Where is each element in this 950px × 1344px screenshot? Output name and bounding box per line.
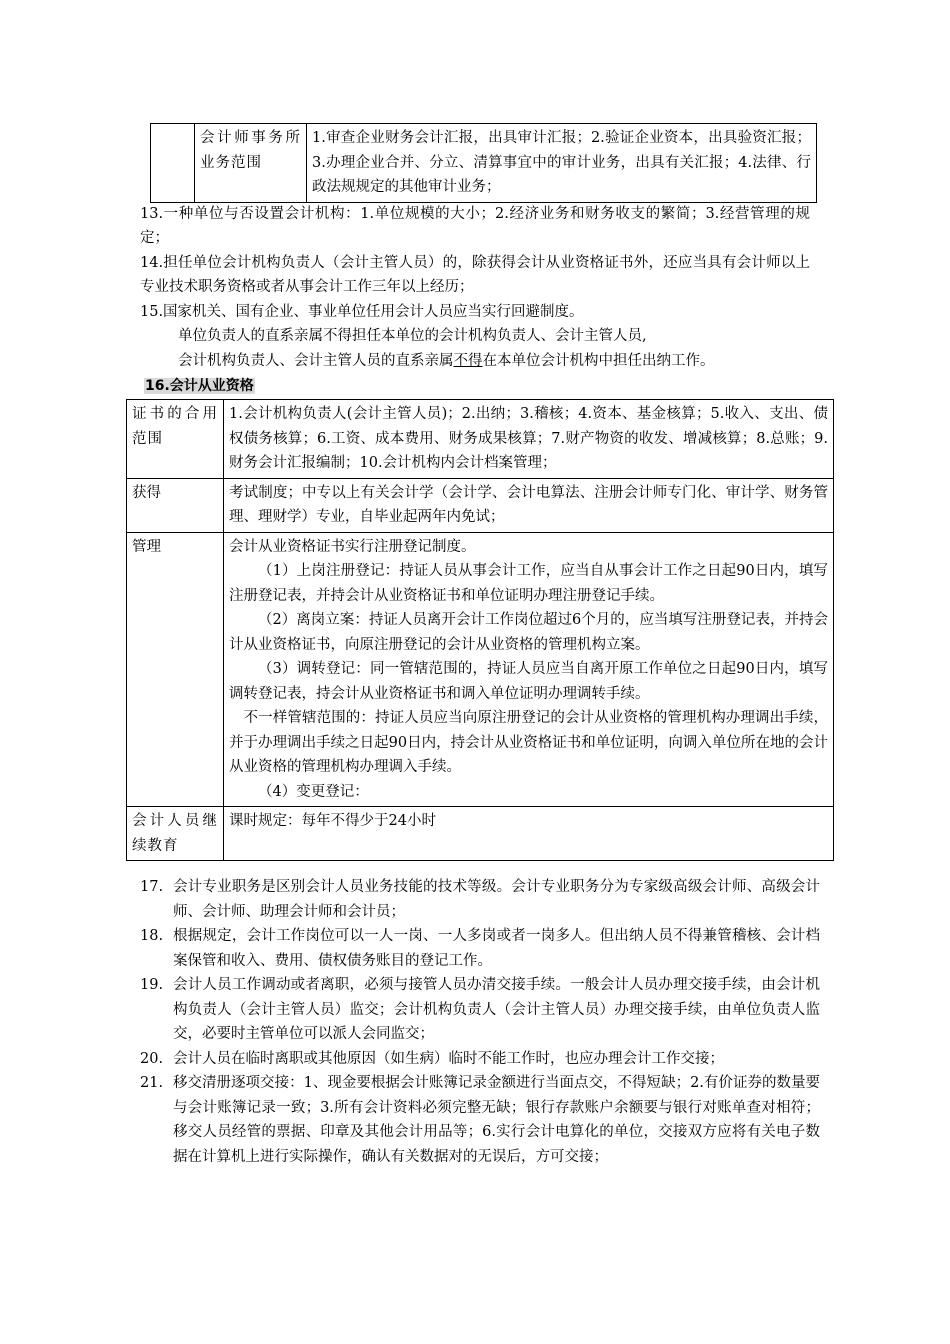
management-line: （3）调转登记：同一管辖范围的，持证人员应当自离开原工作单位之日起90日内，填写调转登记表，持会计从业资格证书和调入单位证明办理调转手续。 <box>229 661 828 702</box>
table-label-cell: 获得 <box>127 478 224 532</box>
table-row <box>127 478 834 532</box>
table-label-cell: 管理 <box>127 532 224 807</box>
paragraph-15-b-pre: 会计机构负责人、会计主管人员的直系亲属 <box>178 353 454 369</box>
paragraph-15-a: 单位负责人的直系亲属不得担任本单位的会计机构负责人、会计主管人员, <box>178 328 647 344</box>
heading-16-text: 16.会计从业资格 <box>145 378 254 394</box>
table-cell-empty <box>151 124 195 203</box>
list-item <box>140 973 820 1047</box>
paragraph-15: 15.国家机关、国有企业、事业单位任用会计人员应当实行回避制度。 <box>140 304 584 320</box>
table-row <box>151 124 817 203</box>
list-item <box>140 924 820 973</box>
list-item-text: 会计专业职务是区别会计人员业务技能的技术等级。会计专业职务分为专家级高级会计师、高级会计师、会计师、助理会计师和会计员； <box>173 879 820 920</box>
list-item-number: 21. <box>140 1075 164 1091</box>
list-item-number: 17. <box>140 879 164 895</box>
paragraph-14: 14.担任单位会计机构负责人（会计主管人员）的，除获得会计从业资格证书外，还应当具有会计师以上专业技术职务资格或者从事会计工作三年以上经历； <box>140 255 810 295</box>
list-item-number: 19. <box>140 977 164 993</box>
underlined-text: 不得 <box>453 353 483 369</box>
table-content-cell: 课时规定：每年不得少于24小时 <box>224 807 834 861</box>
table-row <box>127 400 834 479</box>
numbered-list <box>140 875 820 1169</box>
management-line: （4）变更登记： <box>258 783 369 800</box>
management-line: （1）上岗注册登记：持证人员从事会计工作，应当自从事会计工作之日起90日内，填写注册登记表，并持会计从业资格证书和单位证明办理注册登记手续。 <box>229 563 828 604</box>
table-label-cell: 证书的合用范围 <box>127 400 224 479</box>
audit-firm-scope-table <box>150 123 817 203</box>
paragraph-13: 13.一种单位与否设置会计机构：1.单位规模的大小；2.经济业务和财务收支的繁简；3.经营管理的规定； <box>140 206 810 246</box>
management-line: （2）离岗立案：持证人员离开会计工作岗位超过6个月的，应当填写注册登记表，并持会计从业资格证书，向原注册登记的会计从业资格的管理机构立案。 <box>229 612 828 653</box>
list-item-text: 会计人员在临时离职或其他原因（如生病）临时不能工作时，也应办理会计工作交接； <box>173 1050 724 1067</box>
management-line: 不一样管辖范围的：持证人员应当向原注册登记的会计从业资格的管理机构办理调出手续，并于办理调出手续之日起90日内，持会计从业资格证书和单位证明，向调入单位所在地的会计从业资格的管理机构办理调入手续。 <box>229 710 828 775</box>
list-item-number: 20. <box>140 1050 164 1067</box>
table-label-cell: 会计师事务所业务范围 <box>195 124 307 203</box>
paragraph-15-b <box>178 349 715 373</box>
table-content-cell: 考试制度；中专以上有关会计学（会计学、会计电算法、注册会计师专门化、审计学、财务管理、理财学）专业，自毕业起两年内免试； <box>224 478 834 532</box>
list-item-text: 根据规定，会计工作岗位可以一人一岗、一人多岗或者一岗多人。但出纳人员不得兼管稽核、会计档案保管和收入、费用、债权债务账目的登记工作。 <box>173 928 820 969</box>
table-content-cell: 1.会计机构负责人(会计主管人员)；2.出纳；3.稽核；4.资本、基金核算；5.收入、支出、债权债务核算；6.工资、成本费用、财务成果核算；7.财产物资的收发、增减核算；8.总账；9.财务会计汇报编制；10.会计机构内会计档案管理； <box>224 400 834 479</box>
table-row <box>127 532 834 807</box>
paragraph-15-b-post: 在本单位会计机构中担任出纳工作。 <box>482 353 715 369</box>
list-item <box>140 1071 820 1169</box>
list-item-text: 会计人员工作调动或者离职，必须与接管人员办清交接手续。一般会计人员办理交接手续，由会计机构负责人（会计主管人员）监交；会计机构负责人（会计主管人员）办理交接手续，由单位负责人监交，必要时主管单位可以派人会同监交； <box>173 977 820 1042</box>
table-content-cell <box>224 532 834 807</box>
list-item-text: 移交清册逐项交接：1、现金要根据会计账簿记录金额进行当面点交，不得短缺；2.有价证券的数量要与会计账簿记录一致；3.所有会计资料必须完整无缺；银行存款账户余额要与银行对账单查对相符；移交人员经管的票据、印章及其他会计用品等；6.实行会计电算化的单位，交接双方应将有关电子数据在计算机上进行实际操作，确认有关数据对的无误后，方可交接； <box>173 1075 820 1165</box>
heading-16 <box>144 374 255 398</box>
management-line: 会计从业资格证书实行注册登记制度。 <box>229 538 476 555</box>
table-row <box>127 807 834 861</box>
table-content-cell: 1.审查企业财务会计汇报，出具审计汇报；2.验证企业资本，出具验资汇报；3.办理企业合并、分立、清算事宜中的审计业务，出具有关汇报；4.法律、行政法规规定的其他审计业务； <box>307 124 817 203</box>
list-item-number: 18. <box>140 928 164 944</box>
table-label-cell: 会计人员继续教育 <box>127 807 224 861</box>
list-item <box>140 875 820 924</box>
accounting-qualification-table <box>126 399 834 861</box>
list-item <box>140 1047 820 1072</box>
